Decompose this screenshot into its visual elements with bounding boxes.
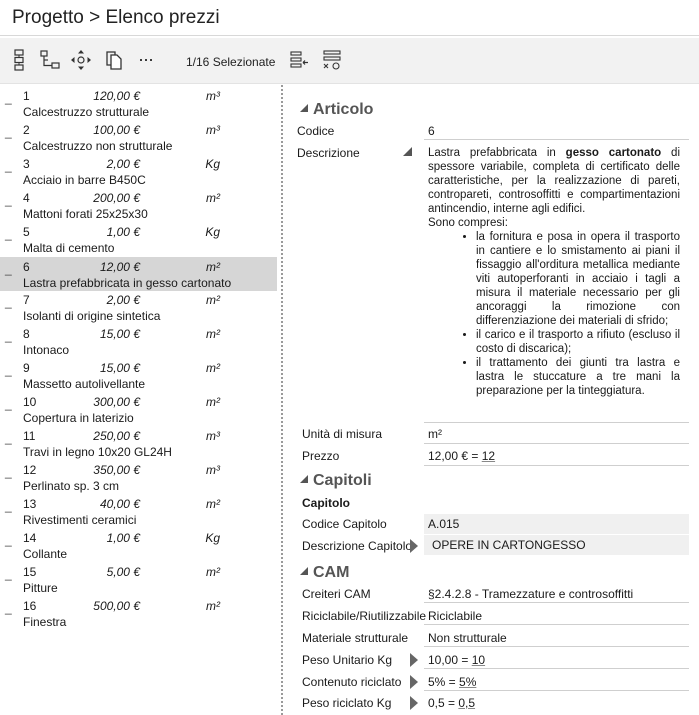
list-import-icon xyxy=(288,49,310,71)
more-button[interactable] xyxy=(133,46,159,74)
row-handle-icon: _ xyxy=(5,329,12,343)
list-item[interactable] xyxy=(0,460,277,494)
item-description: Calcestruzzo non strutturale xyxy=(23,139,173,153)
row-handle-icon: _ xyxy=(5,159,12,173)
item-unit: m² xyxy=(206,395,220,409)
contenuto-riciclato-label: Contenuto riciclato xyxy=(302,675,402,689)
tree-expand-icon xyxy=(8,49,30,71)
expand-arrow-icon[interactable] xyxy=(410,675,418,689)
row-handle-icon: _ xyxy=(5,295,12,309)
codice-label: Codice xyxy=(297,124,335,138)
item-number: 13 xyxy=(23,497,37,511)
list-item[interactable] xyxy=(0,290,277,324)
item-price: 15,00 € xyxy=(99,361,140,375)
descrizione-bullet: • la fornitura e posa in opera il trasporto in cantiere e lo smistamento ai piani il fissaggio all'orditura metallica mediante viti autoperforanti in acciaio i tagli a misura il materiale necessario per gli ancoraggi la rimozione con differenziazione dei materiali di sfrido; xyxy=(476,230,680,328)
descrizione-value[interactable]: Lastra prefabbricata in gesso cartonato di spessore variabile, completa di certificato delle caratteristiche, per la realizzazione di pareti, contropareti, controsoffitti e compartimentazioni antincendio, interne agli edifici. Sono compresi: • la fornitura e posa in opera il trasporto in cantiere e lo smistamento ai piani il fissaggio all'orditura metallica mediante viti autoperforanti in acciaio i tagli a misura il materiale necessario per gli ancoraggi la rimozione con differenziazione dei materiali di sfrido; • il carico e il trasporto a rifiuto (escluso il costo di discarica); • il trattamento dei giunti tra lastra e lastra le stuccature a tre mani la preparazione per la tinteggiatura. xyxy=(428,146,680,398)
copy-button[interactable] xyxy=(101,46,127,74)
descrizione-capitolo-value[interactable]: OPERE IN CARTONGESSO xyxy=(432,538,586,552)
selection-count: 1/16 Selezionate xyxy=(186,55,276,69)
item-price: 15,00 € xyxy=(99,327,140,341)
item-unit: m³ xyxy=(206,123,220,137)
codice-underline xyxy=(424,139,689,140)
item-number: 14 xyxy=(23,531,37,545)
list-item[interactable] xyxy=(0,596,277,630)
section-capitoli[interactable]: Capitoli xyxy=(300,472,372,490)
list-item[interactable] xyxy=(0,426,277,460)
row-handle-icon: _ xyxy=(5,125,12,139)
expand-arrow-icon[interactable] xyxy=(410,696,418,710)
item-price: 2,00 € xyxy=(106,293,140,307)
item-price: 120,00 € xyxy=(93,89,140,103)
descrizione-label: Descrizione xyxy=(297,146,360,160)
capitolo-heading: Capitolo xyxy=(302,496,350,510)
item-unit: m² xyxy=(206,599,220,613)
item-description: Acciaio in barre B450C xyxy=(23,173,146,187)
peso-underline xyxy=(424,668,689,669)
row-handle-icon: _ xyxy=(5,227,12,241)
list-item[interactable] xyxy=(0,222,277,256)
item-number: 9 xyxy=(23,361,30,375)
item-unit: m³ xyxy=(206,89,220,103)
item-price: 300,00 € xyxy=(93,395,140,409)
row-handle-icon: _ xyxy=(5,193,12,207)
prezzo-underline xyxy=(424,465,689,466)
item-description: Finestra xyxy=(23,615,67,629)
list-item[interactable] xyxy=(0,120,277,154)
item-description: Intonaco xyxy=(23,343,70,357)
item-price: 250,00 € xyxy=(93,429,140,443)
item-description: Pitture xyxy=(23,581,58,595)
item-description: Massetto autolivellante xyxy=(23,377,146,391)
collapse-icon xyxy=(300,104,308,112)
item-unit: m² xyxy=(206,361,220,375)
section-cam[interactable]: CAM xyxy=(300,564,349,582)
item-unit: Kg xyxy=(205,531,220,545)
item-number: 15 xyxy=(23,565,37,579)
list-import-button[interactable] xyxy=(286,46,312,74)
riciclabile-label: Riciclabile/Riutilizzabile xyxy=(302,609,427,623)
item-unit: Kg xyxy=(205,225,220,239)
row-handle-icon: _ xyxy=(5,91,12,105)
page-title: Progetto > Elenco prezzi xyxy=(12,7,220,28)
item-price: 40,00 € xyxy=(99,497,140,511)
item-price: 1,00 € xyxy=(106,531,140,545)
row-handle-icon: _ xyxy=(5,262,12,276)
prezzo-label: Prezzo xyxy=(302,449,340,463)
codice-value[interactable]: 6 xyxy=(428,124,435,138)
move-icon xyxy=(70,49,92,71)
hierarchy-button[interactable] xyxy=(37,46,63,74)
list-item[interactable] xyxy=(0,257,277,291)
list-item[interactable] xyxy=(0,86,277,120)
collapse-icon xyxy=(300,475,308,483)
item-description: Calcestruzzo strutturale xyxy=(23,105,150,119)
contenuto-underline xyxy=(424,690,689,691)
expand-arrow-icon[interactable] xyxy=(410,653,418,667)
item-number: 11 xyxy=(23,429,36,443)
item-unit: m² xyxy=(206,565,220,579)
list-item[interactable] xyxy=(0,324,277,358)
riciclabile-underline xyxy=(424,624,689,625)
more-icon: ... xyxy=(138,44,154,65)
item-number: 8 xyxy=(23,327,30,341)
item-description: Lastra prefabbricata in gesso cartonato xyxy=(23,276,232,290)
peso-riciclato-value[interactable]: 0,5 = 0,5 xyxy=(428,696,476,710)
copy-icon xyxy=(103,49,125,71)
hierarchy-icon xyxy=(39,49,61,71)
item-unit: m³ xyxy=(206,463,220,477)
row-handle-icon: _ xyxy=(5,363,12,377)
item-description: Isolanti di origine sintetica xyxy=(23,309,161,323)
price-list xyxy=(0,85,278,715)
row-handle-icon: _ xyxy=(5,465,12,479)
item-unit: m² xyxy=(206,497,220,511)
toolbar xyxy=(0,38,699,84)
peso-unitario-value[interactable]: 10,00 = 10 xyxy=(428,653,486,667)
list-item[interactable] xyxy=(0,562,277,596)
peso-riciclato-label: Peso riciclato Kg xyxy=(302,696,392,710)
descrizione-bullet: • il trattamento dei giunti tra lastra e lastra le stuccature a tre mani la preparazione per la tinteggiatura. xyxy=(476,356,680,398)
descrizione-capitolo-label: Descrizione Capitolo xyxy=(302,539,413,553)
row-handle-icon: _ xyxy=(5,601,12,615)
item-price: 350,00 € xyxy=(93,463,140,477)
codice-capitolo-value[interactable]: A.015 xyxy=(428,517,460,531)
materiale-label: Materiale strutturale xyxy=(302,631,409,645)
item-number: 12 xyxy=(23,463,37,477)
title-bar xyxy=(0,0,699,36)
unita-label: Unità di misura xyxy=(302,427,383,441)
expand-arrow-icon[interactable] xyxy=(410,539,418,553)
item-number: 4 xyxy=(23,191,30,205)
filter-settings-icon xyxy=(321,49,343,71)
riciclabile-value[interactable]: Riciclabile xyxy=(428,609,483,623)
unita-value[interactable]: m² xyxy=(428,427,442,441)
item-unit: m² xyxy=(206,293,220,307)
materiale-value[interactable]: Non strutturale xyxy=(428,631,507,645)
item-price: 12,00 € xyxy=(99,260,140,274)
peso-unitario-label: Peso Unitario Kg xyxy=(302,653,393,667)
criteri-cam-label: Creiteri CAM xyxy=(302,587,371,601)
item-description: Malta di cemento xyxy=(23,241,115,255)
criteri-underline xyxy=(424,602,689,603)
item-unit: m³ xyxy=(206,429,220,443)
filter-settings-button[interactable] xyxy=(319,46,345,74)
materiale-underline xyxy=(424,646,689,647)
item-number: 2 xyxy=(23,123,30,137)
list-item[interactable] xyxy=(0,392,277,426)
codice-capitolo-label: Codice Capitolo xyxy=(302,517,387,531)
detail-panel xyxy=(286,85,699,715)
collapse-icon xyxy=(300,567,308,575)
item-number: 10 xyxy=(23,395,37,409)
item-unit: m² xyxy=(206,191,220,205)
criteri-cam-value[interactable]: §2.4.2.8 - Tramezzature e controsoffitti xyxy=(428,587,634,601)
item-description: Collante xyxy=(23,547,68,561)
codice-capitolo-box xyxy=(424,514,689,534)
panel-splitter[interactable] xyxy=(281,85,283,715)
item-number: 3 xyxy=(23,157,30,171)
item-price: 200,00 € xyxy=(93,191,140,205)
row-handle-icon: _ xyxy=(5,431,12,445)
item-unit: m² xyxy=(206,260,220,274)
list-item[interactable] xyxy=(0,528,277,562)
item-description: Copertura in laterizio xyxy=(23,411,134,425)
item-number: 1 xyxy=(23,89,30,103)
list-item[interactable] xyxy=(0,154,277,188)
list-item[interactable] xyxy=(0,188,277,222)
move-button[interactable] xyxy=(68,46,94,74)
item-description: Travi in legno 10x20 GL24H xyxy=(23,445,172,459)
unita-underline xyxy=(424,443,689,444)
item-description: Mattoni forati 25x25x30 xyxy=(23,207,148,221)
section-articolo[interactable]: Articolo xyxy=(300,101,373,119)
prezzo-value[interactable]: 12,00 € = 12 xyxy=(428,449,496,463)
item-description: Rivestimenti ceramici xyxy=(23,513,137,527)
item-number: 7 xyxy=(23,293,30,307)
row-handle-icon: _ xyxy=(5,397,12,411)
contenuto-riciclato-value[interactable]: 5% = 5% xyxy=(428,675,477,689)
tree-expand-button[interactable] xyxy=(6,46,32,74)
item-number: 5 xyxy=(23,225,30,239)
row-handle-icon: _ xyxy=(5,499,12,513)
item-unit: m² xyxy=(206,327,220,341)
descrizione-underline xyxy=(424,422,689,423)
item-description: Perlinato sp. 3 cm xyxy=(23,479,120,493)
item-unit: Kg xyxy=(205,157,220,171)
item-number: 16 xyxy=(23,599,37,613)
item-price: 1,00 € xyxy=(106,225,140,239)
list-item[interactable] xyxy=(0,494,277,528)
item-price: 500,00 € xyxy=(93,599,140,613)
item-number: 6 xyxy=(23,260,30,274)
list-item[interactable] xyxy=(0,358,277,392)
item-price: 2,00 € xyxy=(106,157,140,171)
row-handle-icon: _ xyxy=(5,533,12,547)
descrizione-bullet: • il carico e il trasporto a rifiuto (escluso il costo di discarica); xyxy=(476,328,680,356)
descrizione-collapse-icon[interactable] xyxy=(403,147,412,156)
item-price: 100,00 € xyxy=(93,123,140,137)
row-handle-icon: _ xyxy=(5,567,12,581)
item-price: 5,00 € xyxy=(106,565,140,579)
